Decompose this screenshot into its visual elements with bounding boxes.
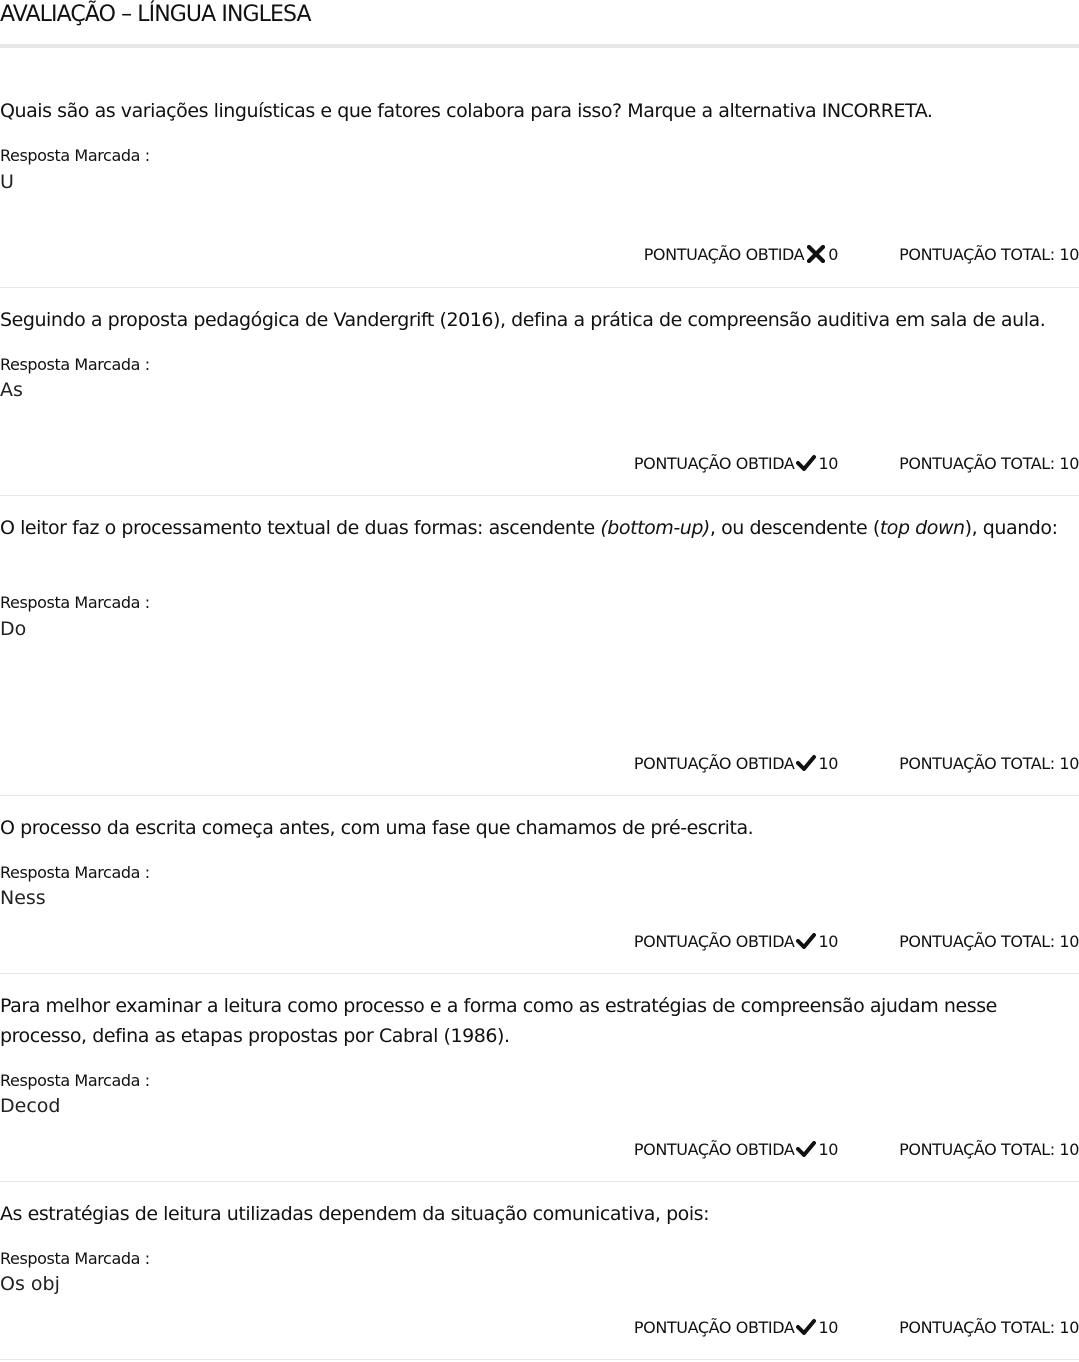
question-text [0, 513, 1079, 543]
score-obtained-value: 10 [818, 754, 838, 773]
answer-value: As [0, 379, 23, 401]
check-icon [796, 1140, 816, 1158]
answer-value: U [0, 171, 14, 193]
check-icon [796, 454, 816, 472]
answer-value: Os obj [0, 1273, 60, 1295]
score-total: PONTUAÇÃO TOTAL: 10 [899, 245, 1079, 264]
question-text-part: O leitor faz o processamento textual de duas formas: ascendente [0, 517, 601, 539]
question-text: Quais são as variações linguísticas e que fatores colabora para isso? Marque a alternativa INCORRETA. [0, 100, 933, 122]
question-card [0, 496, 1079, 796]
score-total: PONTUAÇÃO TOTAL: 10 [899, 754, 1079, 773]
score-total: PONTUAÇÃO TOTAL: 10 [899, 1318, 1079, 1337]
question-card [0, 796, 1079, 974]
score-row [609, 753, 1079, 775]
question-text-part: ), quando: [964, 517, 1058, 539]
score-obtained-label: PONTUAÇÃO OBTIDA [643, 245, 805, 264]
page-header [0, 0, 1079, 48]
score-total: PONTUAÇÃO TOTAL: 10 [899, 932, 1079, 951]
answer-label: Resposta Marcada : [0, 355, 150, 374]
answer-label: Resposta Marcada : [0, 593, 150, 612]
score-obtained [634, 753, 838, 775]
answer-label: Resposta Marcada : [0, 1249, 150, 1268]
score-row [609, 931, 1079, 953]
score-obtained-value: 10 [818, 1318, 838, 1337]
score-obtained-label: PONTUAÇÃO OBTIDA [633, 1318, 795, 1337]
answer-value: Ness [0, 887, 46, 909]
score-obtained-label: PONTUAÇÃO OBTIDA [633, 754, 795, 773]
score-obtained-value: 10 [818, 1140, 838, 1159]
answer-label: Resposta Marcada : [0, 146, 150, 165]
score-obtained-label: PONTUAÇÃO OBTIDA [633, 454, 795, 473]
score-obtained [634, 453, 838, 475]
score-row [609, 1317, 1079, 1339]
question-text: Seguindo a proposta pedagógica de Vandergrift (2016), defina a prática de compreensão auditiva em sala de aula. [0, 309, 1046, 331]
score-obtained-value: 0 [828, 245, 838, 264]
score-row [609, 1139, 1079, 1161]
question-card [0, 288, 1079, 496]
answer-label: Resposta Marcada : [0, 863, 150, 882]
score-obtained [634, 1317, 838, 1339]
score-row [619, 244, 1079, 266]
question-card [0, 1182, 1079, 1360]
score-obtained-value: 10 [818, 454, 838, 473]
score-obtained-label: PONTUAÇÃO OBTIDA [633, 1140, 795, 1159]
score-obtained-label: PONTUAÇÃO OBTIDA [633, 932, 795, 951]
question-text: Para melhor examinar a leitura como processo e a forma como as estratégias de compreensão ajudam nesse processo, defina as etapas propostas por Cabral (1986). [0, 995, 997, 1047]
question-card [0, 48, 1079, 288]
score-obtained [644, 244, 838, 266]
score-row [609, 453, 1079, 475]
score-obtained [634, 1139, 838, 1161]
question-text: As estratégias de leitura utilizadas dependem da situação comunicativa, pois: [0, 1203, 710, 1225]
question-card [0, 974, 1079, 1182]
cross-icon [806, 245, 826, 263]
check-icon [796, 1318, 816, 1336]
score-total: PONTUAÇÃO TOTAL: 10 [899, 1140, 1079, 1159]
question-text-emphasis: (bottom-up) [600, 517, 710, 539]
score-obtained-value: 10 [818, 932, 838, 951]
answer-value: Decod [0, 1095, 61, 1117]
check-icon [796, 932, 816, 950]
answer-value: Do [0, 618, 27, 640]
check-icon [796, 754, 816, 772]
answer-label: Resposta Marcada : [0, 1071, 150, 1090]
page-title: AVALIAÇÃO – LÍNGUA INGLESA [0, 2, 311, 27]
question-text-emphasis: top down [879, 517, 965, 539]
score-total: PONTUAÇÃO TOTAL: 10 [899, 454, 1079, 473]
question-text: O processo da escrita começa antes, com uma fase que chamamos de pré-escrita. [0, 817, 754, 839]
score-obtained [634, 931, 838, 953]
question-text-part: , ou descendente ( [709, 517, 880, 539]
